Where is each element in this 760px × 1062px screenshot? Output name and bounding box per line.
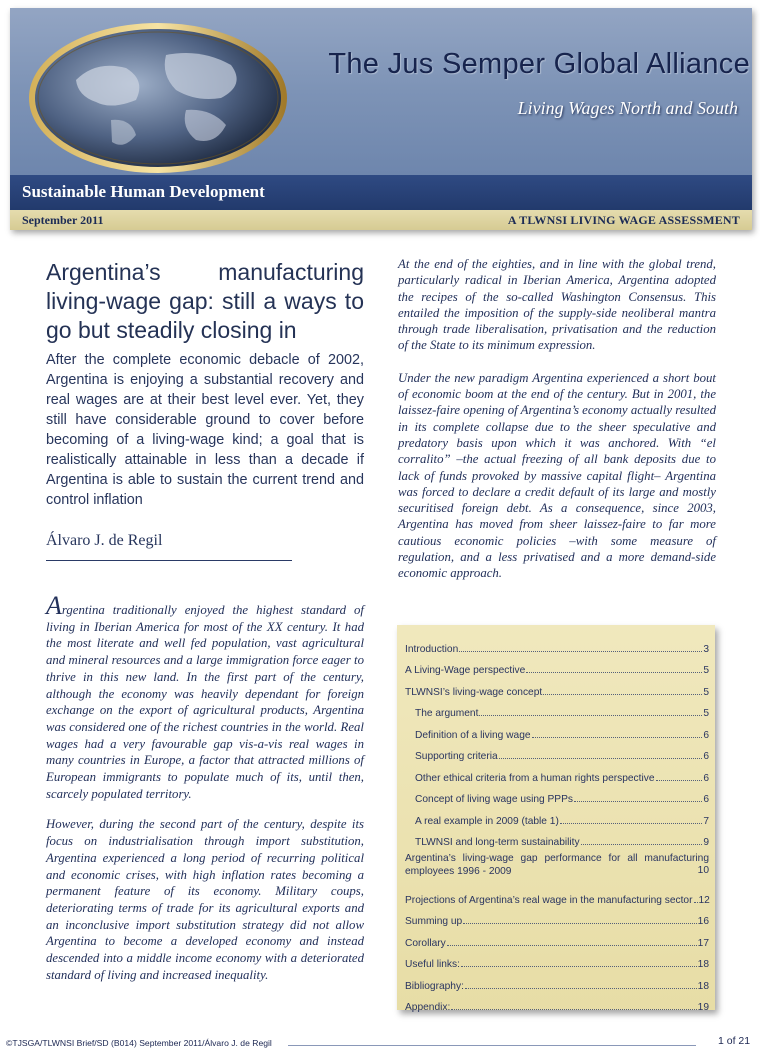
author-rule xyxy=(46,560,292,561)
toc-entry[interactable]: A real example in 2009 (table 1) 7 xyxy=(415,815,709,827)
toc-entry[interactable]: Corollary 17 xyxy=(405,937,709,949)
toc-entry[interactable]: Definition of a living wage 6 xyxy=(415,729,709,741)
toc-entry[interactable]: Supporting criteria 6 xyxy=(415,751,709,762)
org-title: The Jus Semper Global Alliance xyxy=(328,48,750,80)
toc-entry[interactable]: TLWNSI and long-term sustainability 9 xyxy=(415,837,709,848)
header-banner xyxy=(10,8,752,230)
section-band xyxy=(10,175,752,210)
section-label: Sustainable Human Development xyxy=(22,182,265,201)
assessment-label: A TLWNSI LIVING WAGE ASSESSMENT xyxy=(507,213,740,227)
article-title: Argentina’s manufacturing living-wage gap: still a ways to go but steadily closing in xyxy=(46,259,364,343)
date-band xyxy=(10,210,752,230)
paragraph-4: Under the new paradigm Argentina experienced a short bout of economic boom at the end of the century. But in 2001, the laissez-faire opening of Argentina’s economy actually resulted in its complete collapse due to the sheer speculative and predatory basis upon which it was anchored. With “el corralito” –the actual freezing of all bank deposits due to lack of funds provoked by massive capital flight– Argentina was forced to declare a credit default of its large and mostly securitised foreign debt. As a consequence, since 2003, Argentina has moved from sheer laissez-faire to far more cautious economic policies –with some measure of regulation, and a less privatised and a more demand-side economic approach. xyxy=(398,370,716,581)
toc-entry[interactable]: Other ethical criteria from a human rights perspective 6 xyxy=(415,772,709,784)
paragraph-1 xyxy=(46,591,364,802)
paragraph-2: However, during the second part of the century, despite its focus on industrialisation through import substitution, Argentina experienced a long period of recurring political and economic crises, with high inflation rates becoming a permanent feature of its economy. Military coups, deteriorating terms of trade for its agricultural exports and an inconclusive import substitution strategy did not allow Argentina to become a developed economy and instead descended into a middle income economy with a deteriorated standard of living and increased inequality. xyxy=(46,817,364,982)
paragraph-1-text: rgentina traditionally enjoyed the highest standard of living in Iberian America for most of the XX century. It had the most literate and well fed population, vast agricultural and mineral resources and a large immigration force eager to thrive in this new land. In the first part of the century, although the economy was heavily dependant for foreign exchange on the export of agricultural products, Argentina was considered one of the richest countries in the world. Real wages had a very favourable gap vis-a-vis real wages in many countries in Europe, a factor that attracted millions of European immigrants to populate much of its, until then, scarcely populated territory. xyxy=(46,603,364,801)
body-column-right xyxy=(398,256,716,598)
paragraph-3: At the end of the eighties, and in line with the global trend, particularly radical in Iberian America, Argentina adopted the recipes of the so-called Washington Consensus. This entailed the imposition of the supply-side neoliberal mantra through trade liberalisation, privatisation and the reduction of the State to its minimum expression. xyxy=(398,257,716,353)
table-of-contents xyxy=(397,625,715,1013)
toc-entry[interactable]: Argentina’s living-wage gap performance for all manufacturing employees 1996 - 2009 10 xyxy=(405,853,709,877)
toc-entry[interactable]: Projections of Argentina’s real wage in the manufacturing sector 12 xyxy=(405,894,710,906)
toc-entry[interactable]: Appendix: 19 xyxy=(405,1002,709,1013)
footer-citation: ©TJSGA/TLWNSI Brief/SD (B014) September 2011/Álvaro J. de Regil xyxy=(6,1038,272,1048)
toc-entry[interactable]: A Living-Wage perspective 5 xyxy=(405,665,709,676)
author-name: Álvaro J. de Regil xyxy=(46,532,163,549)
toc-entry[interactable]: TLWNSI’s living-wage concept 5 xyxy=(405,686,709,698)
page-number: 1 of 21 xyxy=(718,1035,751,1047)
toc-entry[interactable]: Summing up 16 xyxy=(405,916,709,927)
toc-entry[interactable]: Bibliography: 18 xyxy=(405,980,709,992)
issue-date: September 2011 xyxy=(22,213,104,227)
toc-entry[interactable]: Useful links: 18 xyxy=(405,959,709,970)
globe-icon xyxy=(16,10,316,175)
footer-rule xyxy=(288,1045,696,1046)
org-subtitle: Living Wages North and South xyxy=(517,98,738,118)
banner-image-area xyxy=(10,8,752,175)
article-abstract: After the complete economic debacle of 2002, Argentina is enjoying a substantial recovery and real wages are at their best level ever. Yet, they still have considerable ground to cover before becoming of a living-wage kind; a goal that is realistically attainable in less than a decade if Argentina is able to sustain the current trend and control inflation xyxy=(46,352,364,508)
toc-entry[interactable]: The argument 5 xyxy=(415,708,709,719)
toc-entry[interactable]: Introduction 3 xyxy=(405,643,709,655)
body-column-left xyxy=(46,591,364,997)
drop-cap: A xyxy=(46,591,62,620)
toc-entry[interactable]: Concept of living wage using PPPs 6 xyxy=(415,794,709,805)
